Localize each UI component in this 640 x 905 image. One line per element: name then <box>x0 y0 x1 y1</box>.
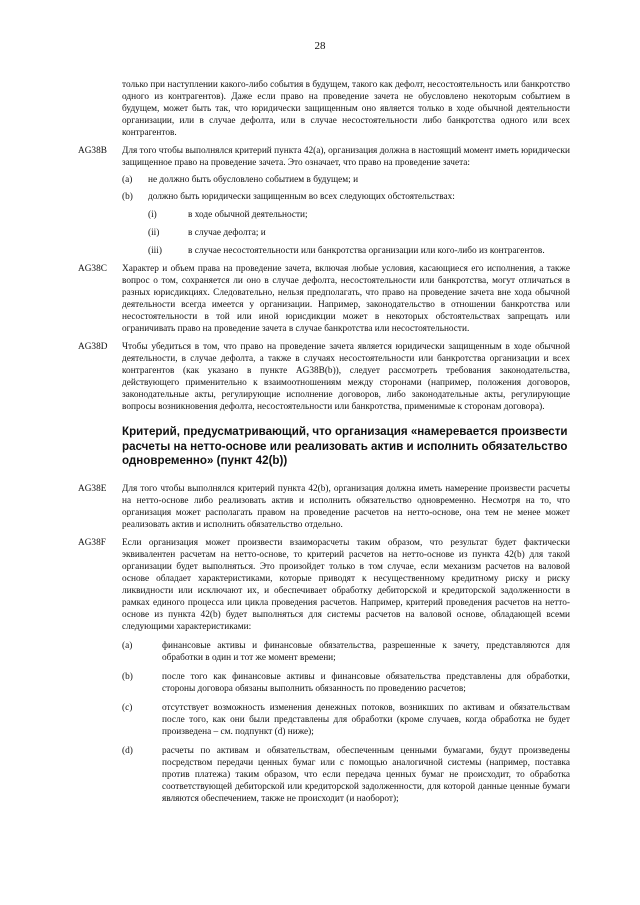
list-item <box>122 671 570 695</box>
paragraph-text: Характер и объем права на проведение зачета, включая любые условия, касающиеся его исполнения, а также вопрос о том, сохраняется ли оно в случае дефолта, несостоятельности или банкротства, могут отличаться в разных юрисдикциях. Следовательно, нельзя предполагать, что право на проведение зачета вне хода обычной деятельности всегда имеется у организации. Например, законодательство в отношении банкротства или несостоятельности в той или иной юрисдикции может в некоторых обстоятельствах запрещать или ограничивать право на проведение зачета в случае банкротства или несостоятельности. <box>122 264 570 334</box>
list-item <box>122 191 570 203</box>
paragraph-number: AG38F <box>78 537 106 548</box>
intro-continuation: только при наступлении какого-либо события в будущем, такого как дефолт, несостоятельность или банкротство одного из контрагентов). Даже если право на проведение зачета не обусловлено некоторым событием в будущем, может быть так, что юридически защищенным оно является только в ходе обычной деятельности организации, или в случае дефолта, или в случае несостоятельности либо банкротства одного или всех контрагентов. <box>122 80 570 138</box>
paragraph-number: AG38B <box>78 146 107 156</box>
paragraph-text: Для того чтобы выполнялся критерий пункта 42(b), организация должна иметь намерение произвести расчеты на нетто-основе либо реализовать актив и исполнить обязательство одновременно. Несмотря на то, что организация может располагать правом на проведение расчетов на нетто-основе, она тем не менее может реализовать актив и исполнить обязательство отдельно. <box>122 483 570 530</box>
list-item-text: должно быть юридически защищенным во всех следующих обстоятельствах: <box>148 192 455 202</box>
paragraph-number: AG38E <box>78 483 107 494</box>
sub-list-item <box>148 227 570 239</box>
list-item-label: (b) <box>122 671 133 682</box>
paragraph-ag38e <box>78 483 570 531</box>
list-item <box>122 174 570 186</box>
list-item-text: финансовые активы и финансовые обязательства, разрешенные к зачету, представляются для обработки в один и тот же момент времени; <box>162 640 570 663</box>
list-item-label: (d) <box>122 745 133 756</box>
paragraph-ag38b <box>78 145 570 257</box>
paragraph-number: AG38D <box>78 342 108 352</box>
sub-list-item-label: (ii) <box>148 228 160 238</box>
sub-list-item-text: в случае несостоятельности или банкротства организации или кого-либо из контрагентов. <box>188 246 545 256</box>
page-number: 28 <box>314 40 326 52</box>
list-item-text: после того как финансовые активы и финансовые обязательства представлены для обработки, стороны договора обязаны выполнить обязанность по проведению расчетов; <box>162 671 570 694</box>
paragraph-ag38f <box>78 537 570 805</box>
sub-list-item <box>148 245 570 257</box>
sub-list-item-text: в ходе обычной деятельности; <box>188 210 308 220</box>
list-item <box>122 640 570 664</box>
list-item-text: расчеты по активам и обязательствам, обеспеченным ценными бумагами, будут произведены посредством передачи ценных бумаг или с помощью аналогичной системы (например, поставка против платежа) таким образом, что если передача ценных бумаг не происходит, то обработка соответствующей дебиторской или кредиторской задолженности, для которой данные ценные бумаги являются обеспечением, также не происходит (и наоборот); <box>162 745 570 804</box>
paragraph-number: AG38C <box>78 264 107 274</box>
list-item-label: (b) <box>122 192 133 202</box>
paragraph-ag38c <box>78 263 570 335</box>
list-item <box>122 702 570 738</box>
paragraph-text: Если организация может произвести взаиморасчеты таким образом, что результат будет фактически эквивалентен расчетам на нетто-основе, то критерий расчетов на нетто-основе из пункта 42(b) для такой организации будет выполняться. Это произойдет только в том случае, если механизм расчетов на валовой основе обладает характеристиками, которые приводят к несущественному кредитному риску и риску ликвидности или исключают их, и обеспечивает обработку дебиторской и кредиторской задолженности в рамках единого процесса или цикла проведения расчетов. Например, критерий проведения расчетов на нетто-основе из пункта 42(b) будет выполняться для системы расчетов на валовой основе, обладающей всеми следующими характеристиками: <box>122 537 570 632</box>
list-item-label: (a) <box>122 175 133 185</box>
sub-list-item <box>148 209 570 221</box>
paragraph-text: Для того чтобы выполнялся критерий пункта 42(a), организация должна в настоящий момент иметь юридически защищенное право на проведение зачета. Это означает, что право на проведение зачета: <box>122 146 570 168</box>
list-item-label: (c) <box>122 702 133 713</box>
page-content <box>78 79 570 811</box>
list-item-label: (a) <box>122 640 133 651</box>
section-heading: Критерий, предусматривающий, что организация «намеревается произвести расчеты на нетто-основе или реализовать актив и исполнить обязательство одновременно» (пункт 42(b)) <box>122 425 568 467</box>
sub-list-item-label: (i) <box>148 210 157 220</box>
paragraph-ag38d <box>78 341 570 413</box>
sub-list-item-label: (iii) <box>148 246 162 256</box>
paragraph-text: Чтобы убедиться в том, что право на проведение зачета является юридически защищенным в ходе обычной деятельности, в случае дефолта, а также в случаях несостоятельности или банкротства организации и всех контрагентов (как указано в пункте AG38B(b)), следует рассмотреть требования законодательства, действующего применительно к взаимоотношениям между сторонами (например, положения договоров, законодательные акты, регулирующие исполнение договоров, либо законодательные акты, регулирующие вопросы возникновения дефолта, несостоятельности или банкротства, применимые к сторонам договора). <box>122 342 570 412</box>
sub-list-item-text: в случае дефолта; и <box>188 228 266 238</box>
list-item-text: не должно быть обусловлено событием в будущем; и <box>148 175 359 185</box>
list-item-text: отсутствует возможность изменения денежных потоков, возникших по активам и обязательствам после того, как они были представлены для обработки (кроме случаев, когда обработка не будет произведена – см. подпункт (d) ниже); <box>162 702 570 737</box>
list-item <box>122 745 570 805</box>
